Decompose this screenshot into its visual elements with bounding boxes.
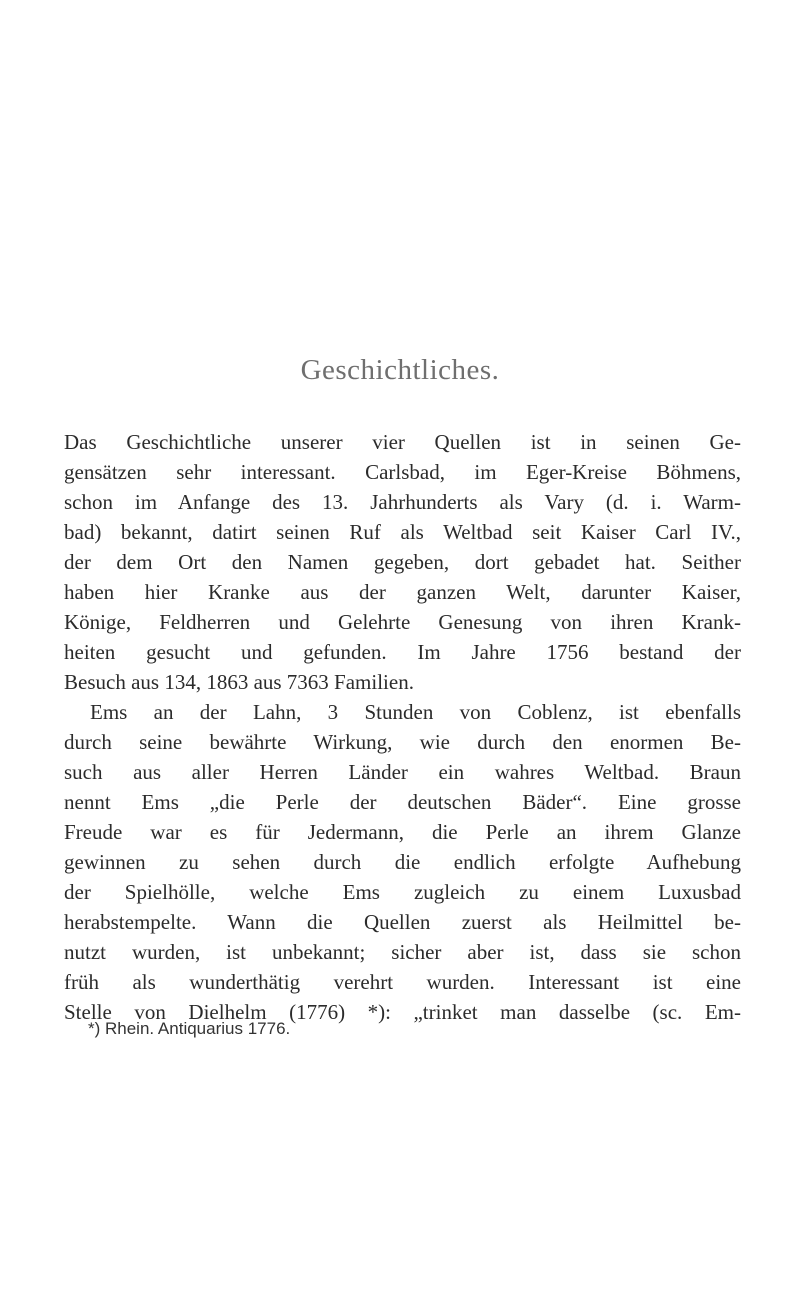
text-line: such aus aller Herren Länder ein wahres Weltbad. Braun xyxy=(64,760,741,784)
text-line: Könige, Feldherren und Gelehrte Genesung von ihren Krank- xyxy=(64,610,741,634)
text-line: haben hier Kranke aus der ganzen Welt, darunter Kaiser, xyxy=(64,580,741,604)
text-line: herabstempelte. Wann die Quellen zuerst als Heilmittel be- xyxy=(64,910,741,934)
page-title: Geschichtliches. xyxy=(300,354,500,386)
text-line: heiten gesucht und gefunden. Im Jahre 1756 bestand der xyxy=(64,640,741,664)
text-line: gensätzen sehr interessant. Carlsbad, im Eger-Kreise Böhmens, xyxy=(64,460,741,484)
text-line: nennt Ems „die Perle der deutschen Bäder“. Eine grosse xyxy=(64,790,741,814)
text-line: Das Geschichtliche unserer vier Quellen ist in seinen Ge- xyxy=(64,430,741,454)
text-line: gewinnen zu sehen durch die endlich erfolgte Aufhebung xyxy=(64,850,741,874)
text-line: nutzt wurden, ist unbekannt; sicher aber ist, dass sie schon xyxy=(64,940,741,964)
text-line: der dem Ort den Namen gegeben, dort gebadet hat. Seither xyxy=(64,550,741,574)
text-line: durch seine bewährte Wirkung, wie durch den enormen Be- xyxy=(64,730,741,754)
text-line: schon im Anfange des 13. Jahrhunderts als Vary (d. i. Warm- xyxy=(64,490,741,514)
text-line: Freude war es für Jedermann, die Perle an ihrem Glanze xyxy=(64,820,741,844)
text-line: Ems an der Lahn, 3 Stunden von Coblenz, ist ebenfalls xyxy=(90,700,741,724)
text-line: Besuch aus 134, 1863 aus 7363 Familien. xyxy=(64,670,414,694)
text-line: früh als wunderthätig verehrt wurden. Interessant ist eine xyxy=(64,970,741,994)
body-text xyxy=(64,427,741,1027)
text-line: bad) bekannt, datirt seinen Ruf als Weltbad seit Kaiser Carl IV., xyxy=(64,520,741,544)
footnote: *) Rhein. Antiquarius 1776. xyxy=(88,1019,291,1038)
text-line: Stelle von Dielhelm (1776) *): „trinket man dasselbe (sc. Em- xyxy=(64,1000,741,1024)
text-line: der Spielhölle, welche Ems zugleich zu einem Luxusbad xyxy=(64,880,741,904)
